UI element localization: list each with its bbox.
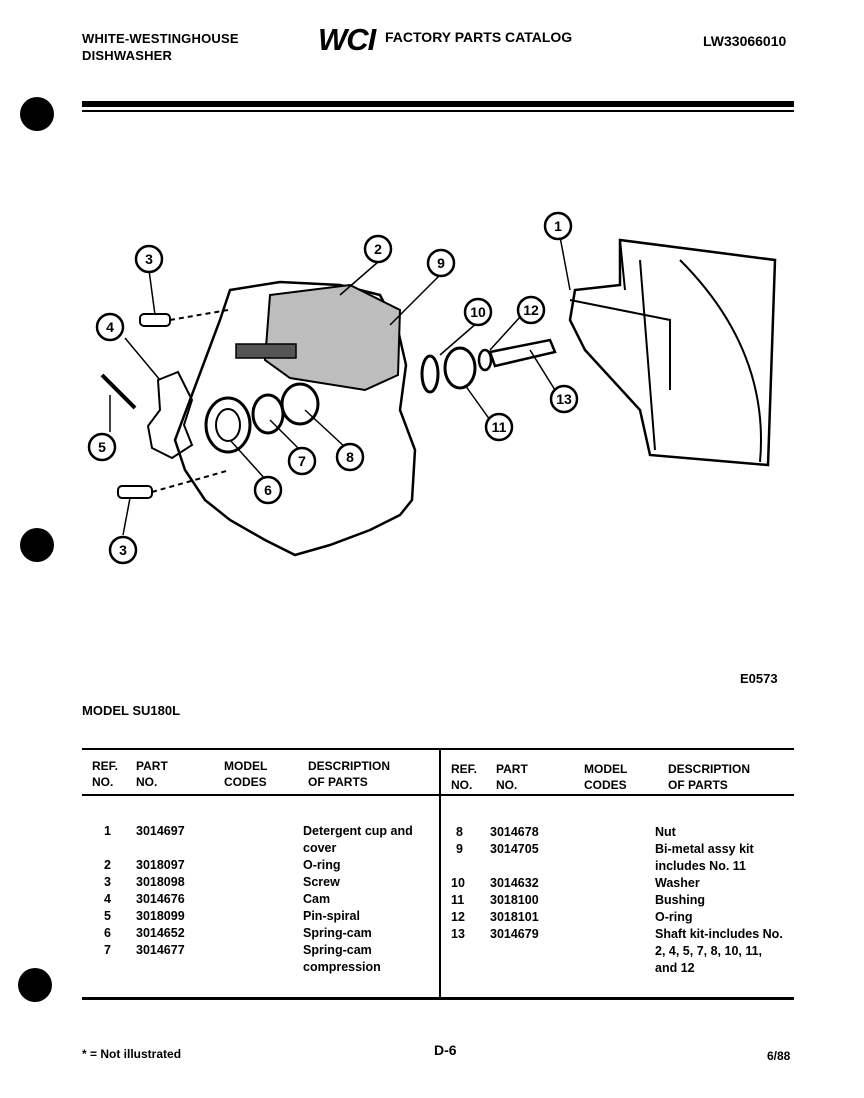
punch-hole-middle	[20, 528, 54, 562]
left-desc-1: Detergent cup and cover	[303, 824, 413, 855]
right-desc-10: Washer	[655, 876, 700, 890]
left-part-7: 3014677	[136, 943, 185, 957]
callout-11	[486, 414, 512, 440]
footnote-not-illustrated: * = Not illustrated	[82, 1047, 182, 1061]
table-header-rule	[82, 794, 794, 796]
svg-text:10: 10	[470, 304, 486, 320]
left-desc-2: O-ring	[303, 858, 341, 872]
right-ref-12: 12	[451, 910, 465, 924]
callout-3-top	[136, 246, 162, 272]
model-number: LW33066010	[703, 33, 787, 49]
svg-text:2: 2	[374, 241, 382, 257]
callout-13	[551, 386, 577, 412]
svg-text:11: 11	[491, 419, 507, 435]
exploded-parts-diagram	[80, 200, 790, 570]
left-part-1: 3014697	[136, 824, 185, 838]
right-part-9: 3014705	[490, 842, 539, 856]
svg-text:4: 4	[106, 319, 114, 335]
table-top-rule	[82, 748, 794, 750]
spring-compression	[253, 395, 283, 433]
left-ref-2: 2	[104, 858, 111, 872]
right-ref-11: 11	[451, 893, 465, 907]
brand-block	[82, 30, 239, 64]
svg-text:3: 3	[145, 251, 153, 267]
callout-1	[545, 213, 571, 239]
header-rule-thick	[82, 101, 794, 107]
product-type: DISHWASHER	[82, 48, 173, 63]
punch-hole-bottom	[18, 968, 52, 1002]
left-desc-6: Spring-cam	[303, 926, 372, 940]
right-part-12: 3018101	[490, 910, 539, 924]
header-part-no-right: PART NO.	[496, 762, 528, 792]
callout-4	[97, 314, 123, 340]
left-ref-3: 3	[104, 875, 111, 889]
svg-text:3: 3	[119, 542, 127, 558]
left-desc-3: Screw	[303, 875, 340, 889]
svg-text:5: 5	[98, 439, 106, 455]
screw-top	[140, 314, 170, 326]
left-desc-5: Pin-spiral	[303, 909, 360, 923]
wci-logo: WCI	[318, 22, 376, 57]
left-ref-6: 6	[104, 926, 111, 940]
right-desc-11: Bushing	[655, 893, 705, 907]
right-ref-9: 9	[456, 842, 463, 856]
left-ref-7: 7	[104, 943, 111, 957]
right-desc-13: Shaft kit-includes No. 2, 4, 5, 7, 8, 10, 11, and 12	[655, 927, 783, 975]
right-part-8: 3014678	[490, 825, 539, 839]
screw-bottom	[118, 486, 152, 498]
svg-text:7: 7	[298, 453, 306, 469]
right-part-11: 3018100	[490, 893, 539, 907]
bushing-part	[445, 348, 475, 388]
left-part-2: 3018097	[136, 858, 185, 872]
left-part-4: 3014676	[136, 892, 185, 906]
table-bottom-rule	[82, 997, 794, 1000]
svg-text:13: 13	[556, 391, 572, 407]
model-line: MODEL SU180L	[82, 703, 181, 718]
header-model-codes: MODEL CODES	[224, 759, 268, 789]
callout-9	[428, 250, 454, 276]
catalog-title: FACTORY PARTS CATALOG	[385, 29, 573, 45]
svg-text:9: 9	[437, 255, 445, 271]
left-desc-7: Spring-cam compression	[303, 943, 381, 974]
left-ref-5: 5	[104, 909, 111, 923]
callout-5	[89, 434, 115, 460]
header-part-no: PART NO.	[136, 759, 168, 789]
washer-part	[422, 356, 438, 392]
header-description: DESCRIPTION OF PARTS	[308, 759, 391, 789]
callout-2	[365, 236, 391, 262]
spiral-pin	[102, 375, 135, 408]
shaft-part	[490, 340, 555, 366]
right-desc-9: Bi-metal assy kit includes No. 11	[655, 842, 754, 873]
right-desc-8: Nut	[655, 825, 676, 839]
spring-cam	[206, 398, 250, 452]
right-desc-12: O-ring	[655, 910, 693, 924]
svg-text:12: 12	[523, 302, 539, 318]
right-ref-10: 10	[451, 876, 465, 890]
left-part-5: 3018099	[136, 909, 185, 923]
callout-6	[255, 477, 281, 503]
right-ref-13: 13	[451, 927, 465, 941]
svg-text:8: 8	[346, 449, 354, 465]
left-desc-4: Cam	[303, 892, 331, 906]
left-ref-1: 1	[104, 824, 111, 838]
right-part-10: 3014632	[490, 876, 539, 890]
left-part-3: 3018098	[136, 875, 185, 889]
bimetal-housing	[265, 285, 400, 390]
callout-10	[465, 299, 491, 325]
left-ref-4: 4	[104, 892, 111, 906]
header-model-codes-right: MODEL CODES	[584, 762, 628, 792]
page-number: D-6	[434, 1042, 457, 1058]
brand-name: WHITE-WESTINGHOUSE	[82, 31, 239, 46]
right-part-13: 3014679	[490, 927, 539, 941]
table-divider	[439, 748, 441, 999]
header-ref-no-right: REF. NO.	[451, 762, 478, 792]
punch-hole-top	[20, 97, 54, 131]
svg-text:1: 1	[554, 218, 562, 234]
diagram-code: E0573	[740, 671, 778, 686]
callout-3-bottom	[110, 537, 136, 563]
callout-8	[337, 444, 363, 470]
catalog-date: 6/88	[767, 1049, 791, 1063]
right-ref-8: 8	[456, 825, 463, 839]
left-part-6: 3014652	[136, 926, 185, 940]
header-description-right: DESCRIPTION OF PARTS	[668, 762, 751, 792]
header-ref-no: REF. NO.	[92, 759, 119, 789]
header-rule-thin	[82, 110, 794, 112]
callout-7	[289, 448, 315, 474]
callout-12	[518, 297, 544, 323]
svg-text:6: 6	[264, 482, 272, 498]
